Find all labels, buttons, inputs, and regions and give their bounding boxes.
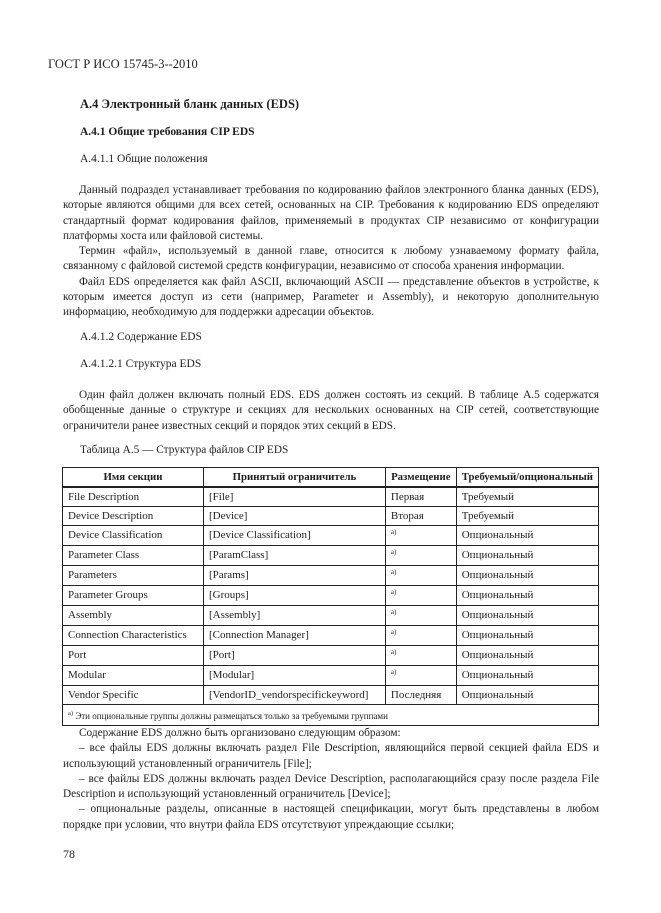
cell-delimiter: [Groups] bbox=[203, 586, 385, 606]
cell-required: Опциональный bbox=[456, 626, 598, 646]
list-item: – все файлы EDS должны включать раздел Device Description, располагающийся сразу после раздела File Description и использующий установленный ограничитель [Device]; bbox=[63, 772, 599, 801]
list-item: – опциональные разделы, описанные в настоящей спецификации, могут быть представлены в любом порядке при условии, что внутри файла EDS отсутствуют упреждающие ссылки; bbox=[63, 803, 599, 831]
cell-required: Опциональный bbox=[456, 566, 598, 586]
cell-placement-footnote-ref: а) bbox=[385, 646, 456, 666]
cell-section-name: Port bbox=[63, 646, 204, 666]
section-title-a4: А.4 Электронный бланк данных (EDS) bbox=[80, 97, 300, 111]
cell-delimiter: [Params] bbox=[203, 566, 385, 586]
cell-delimiter: [VendorID_vendorspecifickeyword] bbox=[203, 686, 385, 705]
table-row bbox=[63, 586, 599, 606]
section-title-a41: А.4.1 Общие требования CIP EDS bbox=[80, 126, 255, 138]
table-caption: Таблица А.5 — Структура файлов CIP EDS bbox=[80, 444, 289, 456]
cell-section-name: Parameter Class bbox=[63, 546, 204, 566]
page-number: 78 bbox=[63, 847, 75, 861]
paragraph: Содержание EDS должно быть организовано следующим образом: bbox=[79, 727, 401, 739]
document-header: ГОСТ Р ИСО 15745-3--2010 bbox=[48, 57, 198, 71]
content-organization bbox=[63, 726, 599, 833]
eds-structure-table bbox=[62, 467, 599, 726]
cell-required: Опциональный bbox=[456, 666, 598, 686]
table-row bbox=[63, 487, 599, 507]
cell-section-name: Assembly bbox=[63, 606, 204, 626]
cell-delimiter: [Connection Manager] bbox=[203, 626, 385, 646]
cell-placement-footnote-ref: а) bbox=[385, 586, 456, 606]
col-header-placement: Размещение bbox=[385, 468, 456, 488]
cell-delimiter: [File] bbox=[203, 487, 385, 507]
cell-required: Требуемый bbox=[456, 487, 598, 507]
table-row bbox=[63, 546, 599, 566]
col-header-required: Требуемый/опциональный bbox=[456, 468, 598, 488]
cell-placement-footnote-ref: а) bbox=[385, 606, 456, 626]
cell-delimiter: [Device] bbox=[203, 507, 385, 526]
table-footnote-row bbox=[63, 705, 599, 726]
intro-paragraphs bbox=[63, 183, 599, 321]
table-row bbox=[63, 507, 599, 526]
cell-placement-footnote-ref: а) bbox=[385, 526, 456, 546]
footnote-mark: а) bbox=[68, 710, 74, 717]
cell-placement: Последняя bbox=[385, 686, 456, 705]
cell-section-name: Connection Characteristics bbox=[63, 626, 204, 646]
cell-required: Опциональный bbox=[456, 686, 598, 705]
cell-placement-footnote-ref: а) bbox=[385, 546, 456, 566]
list-item: – все файлы EDS должны включать раздел File Description, являющийся первой секцией файла EDS и использующий установленный ограничитель [File]; bbox=[63, 742, 599, 770]
paragraph: Данный подраздел устанавливает требования по кодированию файлов электронного бланка данных (EDS), которые являются общими для всех сетей, основанных на CIP. Требования к кодированию EDS определяют стандартный формат кодирования файлов, применяемый в продуктах CIP независимо от конфигурации платформы хоста или файловой системы. bbox=[63, 184, 599, 242]
cell-delimiter: [Port] bbox=[203, 646, 385, 666]
table-footnote bbox=[63, 705, 599, 726]
table-row bbox=[63, 526, 599, 546]
cell-delimiter: [Assembly] bbox=[203, 606, 385, 626]
table-row bbox=[63, 686, 599, 705]
section-title-a411: А.4.1.1 Общие положения bbox=[80, 153, 208, 165]
cell-placement: Вторая bbox=[385, 507, 456, 526]
table-row bbox=[63, 666, 599, 686]
paragraph: Термин «файл», используемый в данной главе, относится к любому узнаваемому формату файла, связанному с файловой системой средств конфигурации, независимо от способа хранения информации. bbox=[63, 245, 599, 273]
cell-required: Требуемый bbox=[456, 507, 598, 526]
cell-required: Опциональный bbox=[456, 646, 598, 666]
cell-placement-footnote-ref: а) bbox=[385, 566, 456, 586]
cell-delimiter: [Modular] bbox=[203, 666, 385, 686]
table-row bbox=[63, 566, 599, 586]
cell-required: Опциональный bbox=[456, 546, 598, 566]
cell-required: Опциональный bbox=[456, 586, 598, 606]
cell-section-name: Parameter Groups bbox=[63, 586, 204, 606]
cell-required: Опциональный bbox=[456, 606, 598, 626]
cell-section-name: Device Description bbox=[63, 507, 204, 526]
cell-placement-footnote-ref: а) bbox=[385, 626, 456, 646]
section-title-a4121: А.4.1.2.1 Структура EDS bbox=[80, 358, 202, 370]
paragraph: Файл EDS определяется как файл ASCII, включающий ASCII — представление объектов в устройстве, к которым имеется доступ из сети (например, Parameter и Assembly), и некоторую дополнительную информацию, необходимую для поддержки адресации объектов. bbox=[63, 275, 599, 319]
cell-delimiter: [Device Classification] bbox=[203, 526, 385, 546]
paragraph: Один файл должен включать полный EDS. EDS должен состоять из секций. В таблице А.5 содержатся обобщенные данные о структуре и секциях для нескольких основанных на CIP сетей, соответствующие ограничители ранее известных секций и порядок этих секций в EDS. bbox=[63, 389, 599, 432]
cell-placement: Первая bbox=[385, 487, 456, 507]
cell-section-name: Parameters bbox=[63, 566, 204, 586]
table-header-row bbox=[63, 468, 599, 488]
col-header-section-name: Имя секции bbox=[63, 468, 204, 488]
cell-section-name: Modular bbox=[63, 666, 204, 686]
cell-section-name: Device Classification bbox=[63, 526, 204, 546]
col-header-delimiter: Принятый ограничитель bbox=[203, 468, 385, 488]
table-row bbox=[63, 606, 599, 626]
table-row bbox=[63, 626, 599, 646]
footnote-text: Эти опциональные группы должны размещаться только за требуемыми группами bbox=[75, 711, 388, 721]
cell-placement-footnote-ref: а) bbox=[385, 666, 456, 686]
cell-section-name: File Description bbox=[63, 487, 204, 507]
table-row bbox=[63, 646, 599, 666]
cell-section-name: Vendor Specific bbox=[63, 686, 204, 705]
structure-paragraph bbox=[63, 388, 599, 434]
cell-delimiter: [ParamClass] bbox=[203, 546, 385, 566]
cell-required: Опциональный bbox=[456, 526, 598, 546]
section-title-a412: А.4.1.2 Содержание EDS bbox=[80, 331, 202, 343]
